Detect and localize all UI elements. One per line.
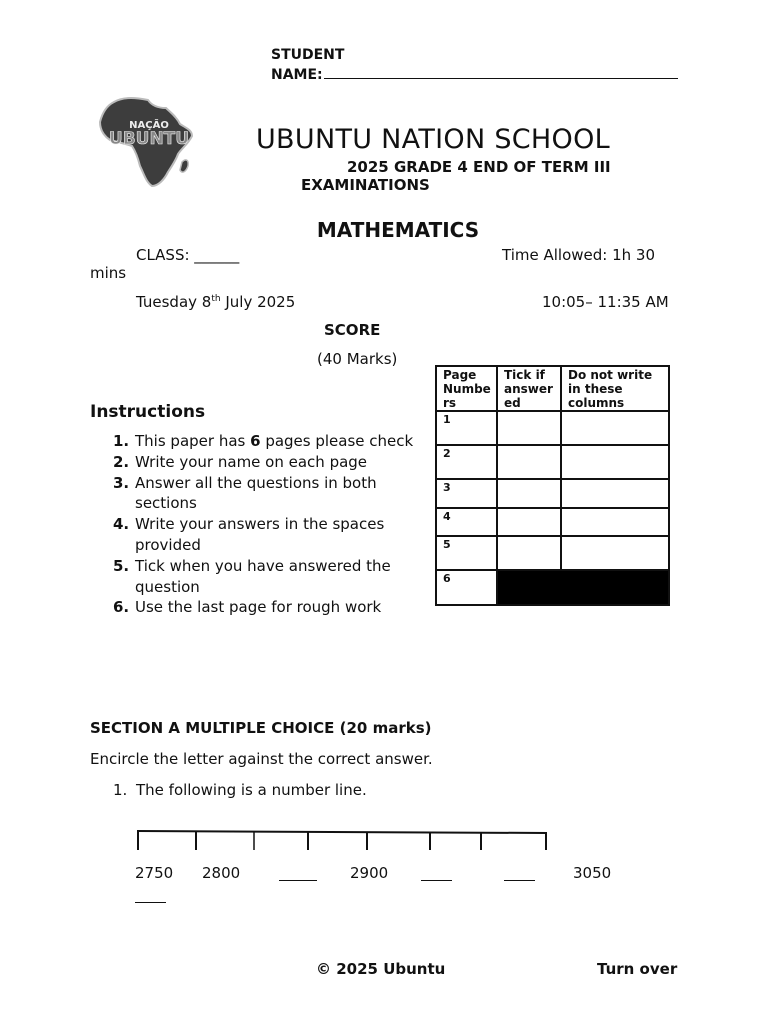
item-number: 1.: [113, 432, 130, 450]
header-do-not-write: Do not write in these columns: [561, 366, 669, 411]
school-logo: [96, 96, 196, 188]
school-name: UBUNTU NATION SCHOOL: [256, 124, 610, 155]
exam-date: [136, 293, 295, 311]
item-text: pages please check: [260, 432, 414, 450]
item-text: Answer all the questions in both sections: [135, 473, 377, 513]
number-line-label: 2900: [350, 864, 389, 882]
marker-cell: [561, 411, 669, 445]
item-text: Use the last page for rough work: [135, 598, 382, 617]
number-line-label: 2800: [202, 864, 241, 882]
footer-copyright: © 2025 Ubuntu: [316, 960, 446, 978]
page-number: 6: [436, 570, 497, 605]
item-text: This paper has: [135, 432, 251, 450]
tick-cell[interactable]: [497, 445, 561, 479]
list-item: [90, 514, 430, 556]
number-line: [130, 826, 560, 858]
table-row: [436, 445, 669, 479]
date-sup: th: [211, 294, 221, 304]
number-line-label: 3050: [573, 864, 612, 882]
list-item: [90, 556, 430, 598]
header-page-numbers: Page Numbe rs: [436, 366, 497, 411]
score-table: [435, 365, 670, 606]
number-line-label: 2750: [135, 864, 174, 882]
student-name-field: [271, 46, 678, 84]
page-number: 2: [436, 445, 497, 479]
time-allowed: Time Allowed: 1h 30: [502, 246, 655, 264]
item-text: Write your name on each page: [135, 452, 368, 471]
exam-time: 10:05– 11:35 AM: [542, 293, 669, 311]
logo-text-main: UBUNTU: [108, 129, 190, 149]
table-row: [436, 411, 669, 445]
list-item: [90, 473, 430, 515]
tick-cell[interactable]: [497, 411, 561, 445]
marker-cell: [561, 479, 669, 508]
item-number: 2.: [113, 452, 130, 471]
item-bold: 6: [250, 432, 261, 450]
table-row: [436, 479, 669, 508]
marker-cell: [561, 445, 669, 479]
instructions-title: Instructions: [90, 402, 206, 422]
page-number: 5: [436, 536, 497, 570]
answer-blank[interactable]: [279, 864, 317, 881]
table-row: [436, 508, 669, 536]
score-label: SCORE: [324, 321, 381, 339]
name-label: NAME:: [271, 67, 323, 83]
subject-title: MATHEMATICS: [316, 218, 480, 242]
name-blank-line[interactable]: [324, 64, 678, 79]
logo-text-top: NAÇÃO: [129, 120, 169, 131]
tick-cell[interactable]: [497, 508, 561, 536]
item-number: 3.: [113, 473, 130, 492]
tick-cell[interactable]: [497, 536, 561, 570]
question-number: 1.: [113, 781, 128, 799]
date-rest: July 2025: [220, 293, 296, 311]
marker-cell: [561, 536, 669, 570]
page-number: 1: [436, 411, 497, 445]
exam-title-line2: EXAMINATIONS: [301, 176, 430, 194]
table-row: [436, 570, 669, 605]
marker-cell: [561, 508, 669, 536]
time-allowed-cont: mins: [90, 264, 127, 282]
section-a-title: SECTION A MULTIPLE CHOICE (20 marks): [90, 719, 432, 737]
tick-cell[interactable]: [497, 479, 561, 508]
header-tick: Tick if answer ed: [497, 366, 561, 411]
item-number: 5.: [113, 556, 130, 575]
date-day: Tuesday 8: [136, 293, 212, 311]
marks-total: (40 Marks): [317, 350, 398, 368]
section-a-instruction: Encircle the letter against the correct answer.: [90, 750, 433, 768]
item-text: Tick when you have answered the question: [135, 556, 391, 596]
item-number: 6.: [113, 598, 130, 617]
blacked-out-cell: [497, 570, 669, 605]
list-item: [90, 452, 430, 473]
student-label: STUDENT: [271, 47, 345, 63]
item-number: 4.: [113, 515, 130, 534]
exam-title-line1: 2025 GRADE 4 END OF TERM III: [347, 158, 611, 176]
instructions-list: [90, 431, 430, 618]
list-item: [90, 597, 430, 618]
answer-blank[interactable]: [504, 864, 535, 881]
list-item: [90, 431, 430, 452]
page-number: 3: [436, 479, 497, 508]
item-text: Write your answers in the spaces provided: [135, 515, 385, 554]
class-field: CLASS: ______: [136, 246, 240, 264]
footer-turn-over: Turn over: [597, 960, 678, 978]
page-number: 4: [436, 508, 497, 536]
answer-blank[interactable]: [421, 864, 452, 881]
question-text: The following is a number line.: [136, 781, 367, 799]
answer-blank[interactable]: [135, 886, 166, 903]
table-row: [436, 536, 669, 570]
